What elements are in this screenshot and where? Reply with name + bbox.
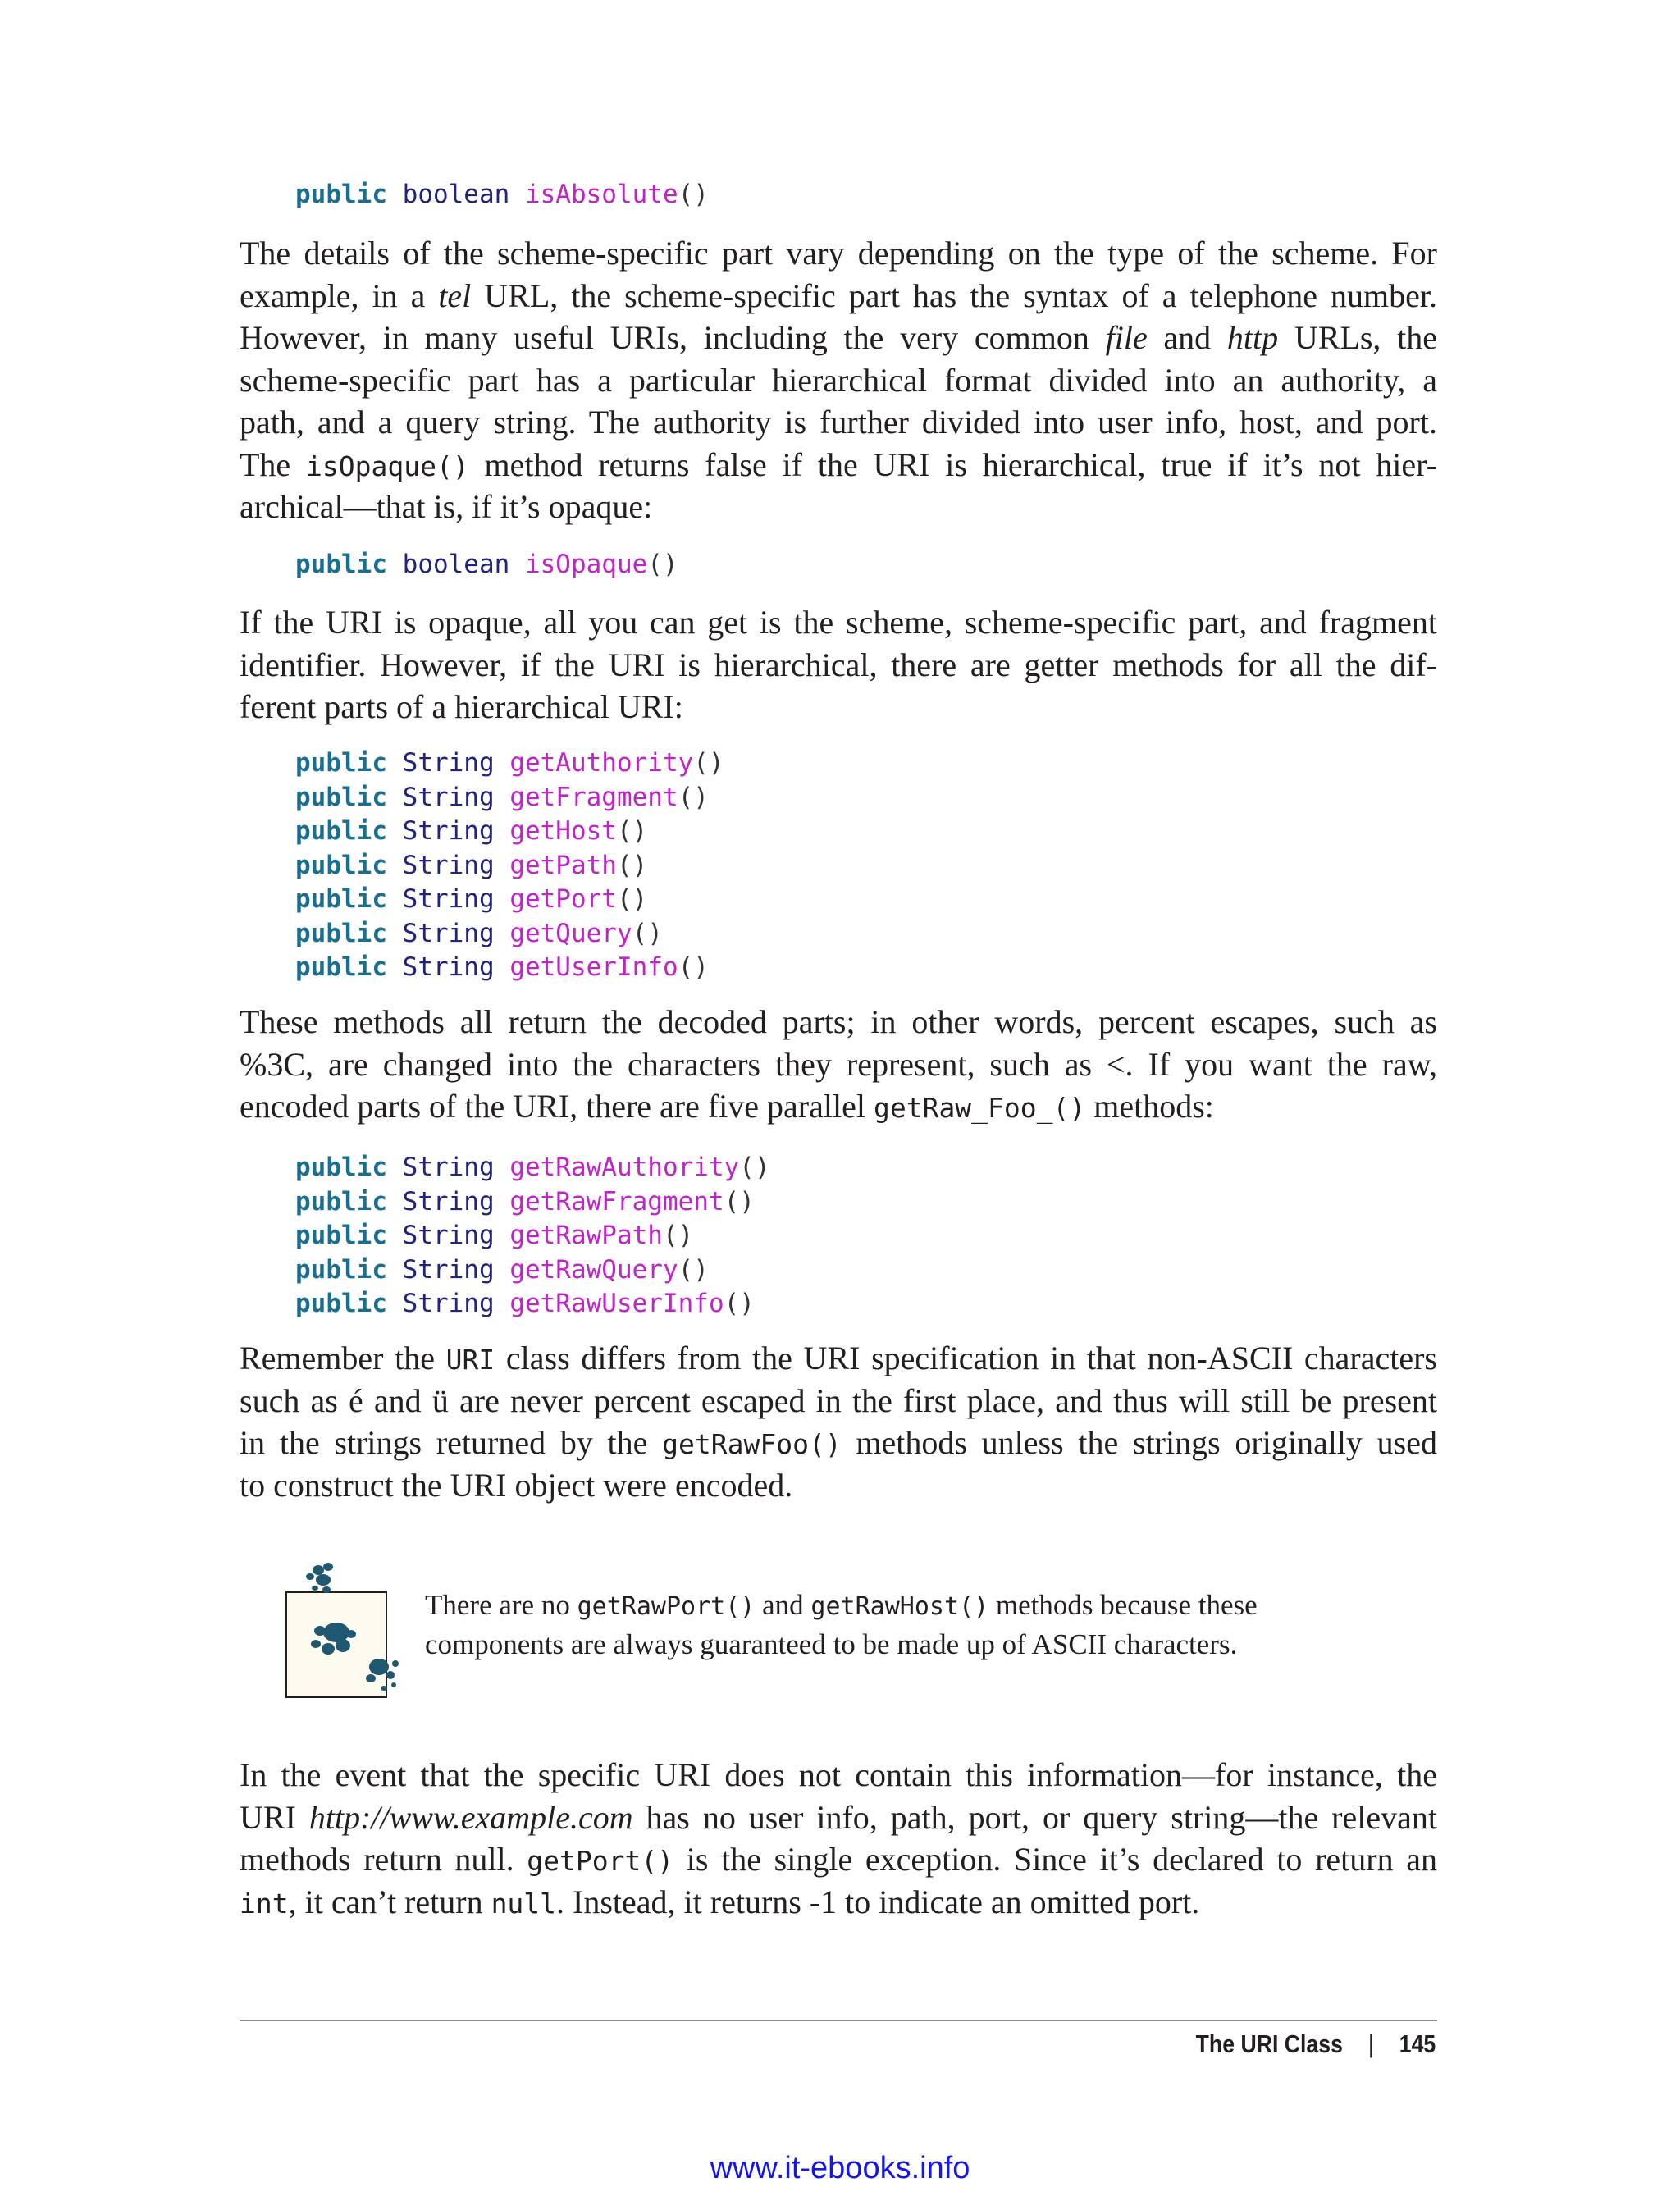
code-type: String	[402, 1186, 495, 1217]
code-method-name: getFragment	[509, 782, 678, 812]
code-keyword: public	[295, 884, 387, 914]
code-block-getters	[295, 746, 724, 985]
code-parens: ()	[678, 180, 709, 209]
code-type: String	[402, 918, 495, 948]
code-keyword: public	[295, 1221, 387, 1250]
inline-code: getRawHost()	[810, 1592, 989, 1621]
code-line	[295, 951, 724, 985]
text-line: In the event that the specific URI does not contain this information—for instance, the	[240, 1756, 1437, 1793]
text-line: %3C, are changed into the characters they represent, such as <. If you want the raw,	[240, 1045, 1437, 1083]
text-line: int, it can’t return null. Instead, it returns -1 to indicate an omitted port.	[240, 1883, 1200, 1920]
inline-code: getRawPort()	[577, 1592, 756, 1621]
text-line: ferent parts of a hierarchical URI:	[240, 688, 683, 725]
code-parens: ()	[662, 1221, 694, 1250]
inline-code: int	[240, 1887, 289, 1920]
code-keyword: public	[295, 816, 387, 846]
italic-term: http://www.example.com	[308, 1798, 633, 1836]
code-line	[295, 781, 724, 815]
code-line	[295, 746, 724, 781]
code-type: boolean	[402, 550, 510, 579]
code-parens: ()	[616, 884, 648, 914]
code-type: String	[402, 850, 495, 880]
code-type: String	[402, 748, 495, 778]
italic-term: file	[1105, 319, 1148, 356]
paragraph-scheme-details	[240, 232, 1437, 528]
inline-code: getRawFoo()	[662, 1428, 842, 1460]
text-line: Remember the URI class differs from the URI specification in that non-ASCII characters	[240, 1340, 1437, 1376]
text-line: archical—that is, if it’s opaque:	[240, 488, 653, 525]
code-keyword: public	[295, 1289, 387, 1318]
code-line	[295, 1185, 770, 1220]
footer-separator: |	[1367, 2029, 1374, 2058]
code-line	[295, 883, 724, 917]
code-method-name: getRawUserInfo	[509, 1289, 724, 1318]
code-method-name: getRawQuery	[509, 1254, 678, 1285]
code-block-raw-getters	[295, 1151, 770, 1322]
paragraph-opaque-uri	[240, 601, 1437, 728]
code-parens: ()	[678, 782, 709, 812]
code-method-name: getPort	[509, 884, 617, 914]
text-line: encoded parts of the URI, there are five parallel getRaw_Foo_() methods:	[240, 1088, 1214, 1125]
inline-code: getRaw_Foo_()	[873, 1092, 1086, 1124]
code-keyword: public	[295, 952, 387, 982]
code-line	[295, 917, 724, 952]
inline-code: isOpaque()	[306, 450, 469, 482]
code-line	[295, 548, 678, 582]
text-line: to construct the URI object were encoded.	[240, 1466, 793, 1504]
text-line: in the strings returned by the getRawFoo() methods unless the strings originally used	[240, 1424, 1437, 1461]
code-line	[295, 178, 709, 212]
inline-code: URI	[445, 1344, 495, 1376]
code-line	[295, 849, 724, 883]
code-line	[295, 1253, 770, 1288]
footer-rule	[240, 2020, 1437, 2021]
text-line: The isOpaque() method returns false if the URI is hierarchical, true if it’s not hier-	[240, 445, 1437, 483]
code-type: String	[402, 1254, 495, 1285]
inline-code: null	[491, 1887, 557, 1920]
code-keyword: public	[295, 850, 387, 880]
code-keyword: public	[295, 1153, 387, 1182]
code-parens: ()	[739, 1153, 770, 1182]
text-line: components are always guaranteed to be made up of ASCII characters.	[425, 1628, 1238, 1660]
text-line: such as é and ü are never percent escaped in the first place, and thus will still be present	[240, 1381, 1437, 1419]
code-method-name: getPath	[509, 850, 617, 880]
code-method-name: getHost	[509, 816, 617, 846]
code-line	[295, 1219, 770, 1253]
paragraph-decoded-parts	[240, 1001, 1437, 1128]
paragraph-missing-info	[240, 1754, 1437, 1923]
code-type: boolean	[402, 180, 510, 209]
paw-prints-icon	[279, 1559, 418, 1706]
text-line: The details of the scheme-specific part vary depending on the type of the scheme. For	[240, 235, 1437, 272]
code-keyword: public	[295, 180, 387, 209]
code-line	[295, 1287, 770, 1322]
code-parens: ()	[724, 1289, 755, 1318]
note-callout	[279, 1559, 1345, 1706]
text-line: example, in a tel URL, the scheme-specific part has the syntax of a telephone number.	[240, 276, 1437, 314]
text-line: URI http://www.example.com has no user info, path, port, or query string—the relevant	[240, 1798, 1437, 1836]
code-method-name: getRawPath	[509, 1221, 663, 1250]
text-line: scheme-specific part has a particular hierarchical format divided into an authority, a	[240, 361, 1437, 399]
code-type: String	[402, 1221, 495, 1250]
note-text	[425, 1586, 1344, 1664]
code-keyword: public	[295, 550, 387, 579]
code-line	[295, 1151, 770, 1185]
code-type: String	[402, 884, 495, 914]
text-line: path, and a query string. The authority is further divided into user info, host, and port.	[240, 404, 1437, 441]
code-block-isabsolute	[295, 178, 709, 212]
text-line: However, in many useful URIs, including the very common file and http URLs, the	[240, 319, 1437, 356]
code-method-name: isAbsolute	[524, 180, 678, 209]
code-keyword: public	[295, 1254, 387, 1285]
code-parens: ()	[616, 850, 648, 880]
code-parens: ()	[724, 1186, 755, 1217]
text-line: identifier. However, if the URI is hierarchical, there are getter methods for all the dif-	[240, 646, 1437, 683]
code-parens: ()	[616, 816, 648, 846]
code-keyword: public	[295, 782, 387, 812]
text-line: There are no getRawPort() and getRawHost() methods because these	[425, 1589, 1258, 1621]
text-line: If the URI is opaque, all you can get is the scheme, scheme-specific part, and fragment	[240, 604, 1437, 641]
code-type: String	[402, 816, 495, 846]
italic-term: http	[1226, 319, 1279, 356]
page-number: 145	[1399, 2029, 1436, 2058]
watermark-url: www.it-ebooks.info	[710, 2151, 970, 2185]
footer-section-title: The URI Class	[1195, 2029, 1343, 2058]
code-type: String	[402, 782, 495, 812]
code-keyword: public	[295, 748, 387, 778]
code-line	[295, 815, 724, 849]
code-method-name: getRawAuthority	[509, 1153, 740, 1182]
paragraph-non-ascii	[240, 1337, 1437, 1506]
code-keyword: public	[295, 1186, 387, 1217]
code-type: String	[402, 1153, 495, 1182]
italic-term: tel	[438, 276, 472, 314]
code-method-name: isOpaque	[524, 550, 648, 579]
code-method-name: getUserInfo	[509, 952, 678, 982]
inline-code: getPort()	[527, 1845, 674, 1877]
code-parens: ()	[647, 550, 678, 579]
code-parens: ()	[678, 1254, 709, 1285]
code-parens: ()	[632, 918, 663, 948]
code-parens: ()	[678, 952, 709, 982]
code-method-name: getRawFragment	[509, 1186, 724, 1217]
code-keyword: public	[295, 918, 387, 948]
code-parens: ()	[693, 748, 724, 778]
code-type: String	[402, 1289, 495, 1318]
text-line: These methods all return the decoded parts; in other words, percent escapes, such as	[240, 1003, 1437, 1040]
code-method-name: getAuthority	[509, 748, 694, 778]
code-block-isopaque	[295, 548, 678, 582]
code-method-name: getQuery	[509, 918, 632, 948]
running-footer	[1195, 2029, 1436, 2059]
code-type: String	[402, 952, 495, 982]
text-line: methods return null. getPort() is the single exception. Since it’s declared to return an	[240, 1841, 1437, 1878]
